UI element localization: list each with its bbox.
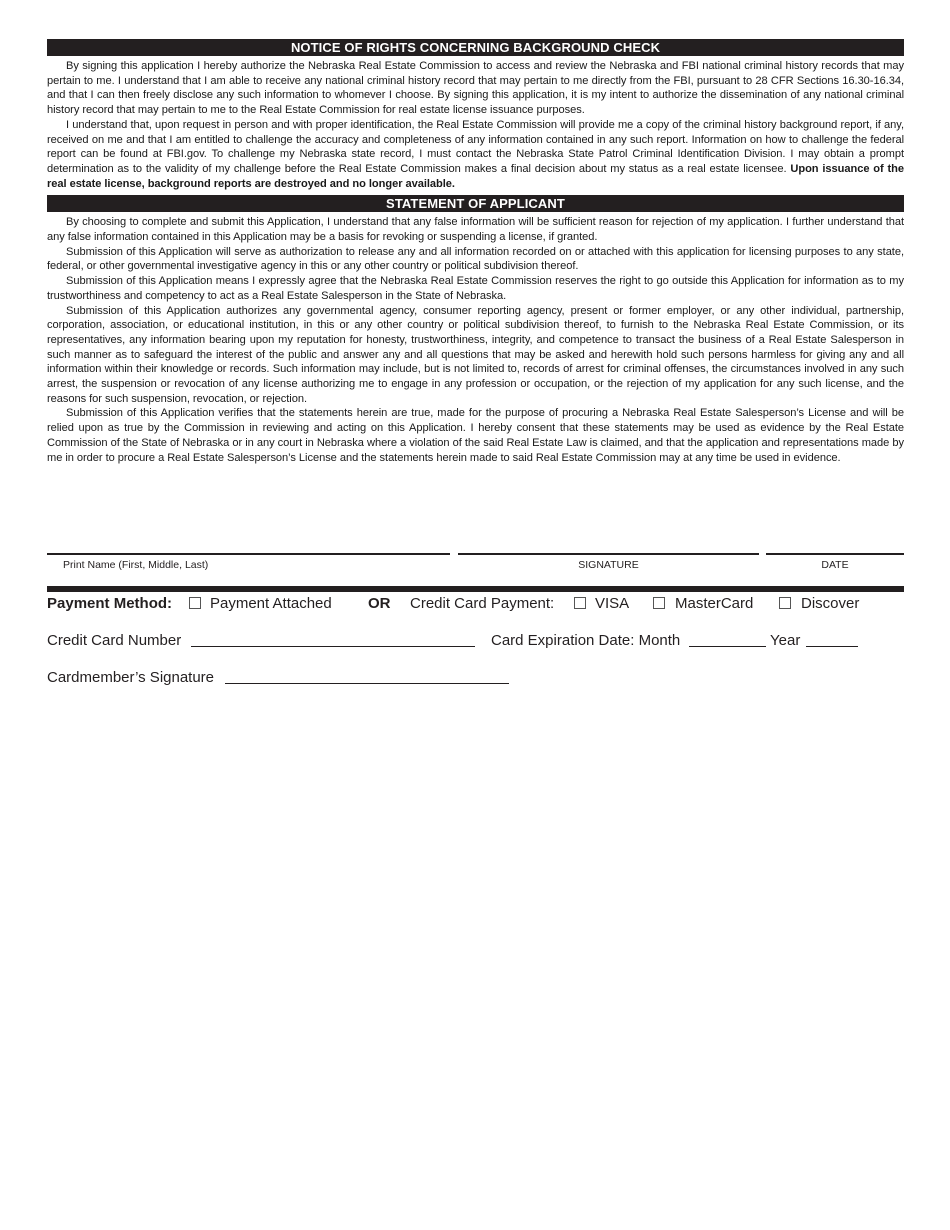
mastercard-checkbox[interactable] [653, 595, 665, 613]
payment-attached-label: Payment Attached [210, 595, 332, 612]
checkbox-icon [574, 597, 586, 609]
date-field[interactable] [766, 553, 904, 555]
checkbox-icon [653, 597, 665, 609]
card-number-label: Credit Card Number [47, 632, 182, 649]
statement-paragraph-3: Submission of this Application means I expressly agree that the Nebraska Real Estate Commission reserves the right to go outside this Application for information as to my trustworthiness and competency to act as a Real Estate Salesperson in the State of Nebraska. [47, 275, 904, 302]
date-label: DATE [821, 559, 849, 571]
card-number-field[interactable] [191, 632, 475, 652]
notice-paragraph-1: By signing this application I hereby authorize the Nebraska Real Estate Commission to access and review the Nebraska and FBI national criminal history records that may pertain to me. I understand that I am able to receive any national criminal history record that may pertain to me directly from the FBI, pursuant to 28 CFR Sections 16.30-16.34, and that I can then freely disclose any such information to whomever I choose. By signing this application, it is my intent to authorize the dissemination of any national criminal history record that may pertain to me to the Real Estate Commission for real estate license issuance purposes. [47, 60, 904, 117]
mastercard-label: MasterCard [675, 595, 754, 612]
section-divider [47, 586, 904, 592]
cardmember-signature-blank [225, 669, 509, 684]
visa-checkbox[interactable] [574, 595, 586, 613]
checkbox-icon [189, 597, 201, 609]
notice-section [47, 56, 904, 195]
form-page [47, 39, 904, 469]
expiration-month-label: Card Expiration Date: Month [491, 632, 681, 649]
notice-banner: NOTICE OF RIGHTS CONCERNING BACKGROUND CHECK [47, 39, 904, 56]
year-label: Year [770, 632, 801, 649]
cardmember-signature-label: Cardmember’s Signature [47, 669, 215, 686]
statement-paragraph-4: Submission of this Application authorizes any governmental agency, consumer reporting agency, present or former employer, or any other individual, partnership, corporation, association, or educational institution, in this or any other country or political subdivision thereof, to furnish to the Nebraska Real Estate Commission, or its representatives, any information bearing upon my reputation for honesty, trustworthiness, integrity, and competence to transact the business of a Real Estate Salesperson in such manner as to safeguard the interest of the public and answer any and all questions that may be asked and herewith hold such persons harmless for giving any and all information within their knowledge or records. Such information may include, but is not limited to, records of arrest for criminal offenses, the circumstances involved in any such arrest, the suspension or revocation of any license authorizing me to engage in any profession or occupation, or the rejection of my application for any such license, and the reasons for such suspension, revocation, or rejection. [47, 304, 904, 405]
checkbox-icon [779, 597, 791, 609]
signature-row [47, 553, 904, 583]
discover-label: Discover [801, 595, 860, 612]
credit-card-payment-label: Credit Card Payment: [410, 595, 555, 612]
signature-label: SIGNATURE [578, 559, 639, 571]
statement-paragraph-2: Submission of this Application will serve as authorization to release any and all information recorded on or attached with this application for licensing purposes to any state, federal, or other governmental investigative agency in this or any other country or political subdivision thereof. [47, 245, 904, 273]
card-number-blank [191, 632, 475, 647]
year-blank [806, 632, 858, 647]
card-number-row [47, 632, 904, 652]
statement-paragraph-5: Submission of this Application verifies that the statements herein are true, made for the purpose of procuring a Nebraska Real Estate Salesperson’s License and will be relied upon as true by the Commission in reviewing and acting on this Application. I hereby consent that these statements may be used as evidence by the Real Estate Commission of the State of Nebraska or in any court in Nebraska where a violation of the said Real Estate Law is claimed, and that the application and representations made by me in order to procure a Real Estate Salesperson’s License and the statements herein made to said Real Estate Commission may at any time be used in evidence. [47, 407, 904, 464]
statement-paragraph-1: By choosing to complete and submit this Application, I understand that any false information will be sufficient reason for rejection of my application. I further understand that any false information contained in this Application may be a basis for revoking or suspending a license, if granted. [47, 216, 904, 244]
payment-method-row [47, 595, 904, 615]
expiration-month-field[interactable] [689, 632, 766, 652]
month-blank [689, 632, 766, 647]
cardmember-signature-row [47, 669, 904, 689]
discover-checkbox[interactable] [779, 595, 791, 613]
statement-section [47, 212, 904, 469]
signature-field[interactable] [458, 553, 759, 555]
print-name-field[interactable] [47, 553, 450, 555]
notice-bold-statement: Upon issuance of the real estate license, background reports are destroyed and no longer available. [47, 162, 904, 190]
statement-banner: STATEMENT OF APPLICANT [47, 195, 904, 212]
payment-method-label: Payment Method: [47, 595, 173, 612]
print-name-label: Print Name (First, Middle, Last) [63, 559, 209, 571]
visa-label: VISA [595, 595, 630, 612]
or-label: OR [368, 595, 391, 612]
cardmember-signature-field[interactable] [225, 669, 509, 689]
payment-attached-checkbox[interactable] [189, 595, 201, 613]
notice-paragraph-2 [47, 118, 904, 192]
expiration-year-field[interactable] [806, 632, 858, 652]
notice-paragraph-2-text: I understand that, upon request in person and with proper identification, the Real Estate Commission will provide me a copy of the criminal history background report, if any, received on me and that I am entitled to challenge the accuracy and completeness of any information contained in any such report. Information on how to challenge the federal report can be found at FBI.gov. To challenge my Nebraska state record, I must contact the Nebraska State Patrol Criminal Identification Division. I may obtain a prompt determination as to the validity of my challenge before the Real Estate Commission makes a final decision about my status as a real estate licensee. [47, 118, 904, 175]
